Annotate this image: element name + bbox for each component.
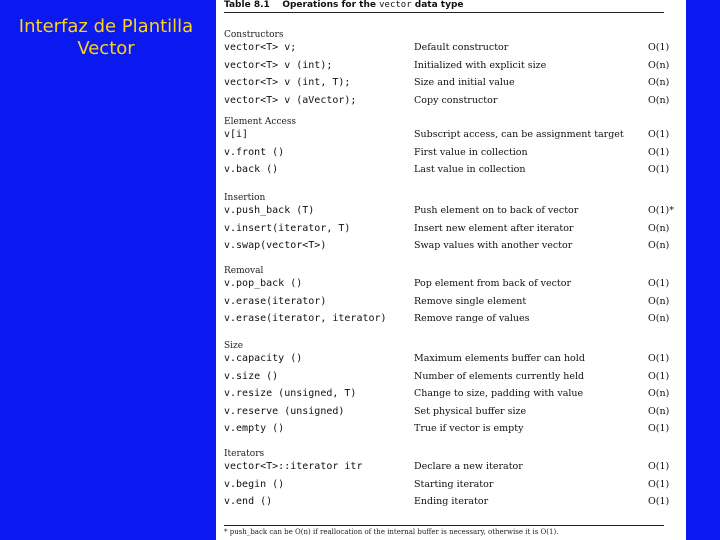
- operation-cell: v.begin (): [224, 478, 285, 490]
- footnote-divider: [224, 525, 664, 526]
- table-row: [224, 205, 674, 221]
- table-row: [224, 240, 674, 256]
- description-cell: Set physical buffer size: [414, 405, 527, 417]
- section-heading: Iterators: [224, 449, 265, 459]
- section-heading: Removal: [224, 266, 264, 276]
- table-caption: [224, 0, 664, 13]
- complexity-cell: O(1)*: [648, 205, 674, 216]
- description-cell: Copy constructor: [414, 94, 498, 106]
- description-cell: Maximum elements buffer can hold: [414, 353, 585, 364]
- table-row: [224, 164, 674, 180]
- table-row: [224, 42, 674, 58]
- complexity-cell: O(1): [648, 496, 670, 507]
- table-row: [224, 60, 674, 76]
- description-cell: Ending iterator: [414, 496, 489, 507]
- table-row: [224, 95, 674, 111]
- slide-title-line-2: Vector: [77, 38, 135, 59]
- table-row: [224, 388, 674, 404]
- operation-cell: v.insert(iterator, T): [224, 222, 351, 234]
- operation-cell: v.pop_back (): [224, 278, 303, 289]
- complexity-cell: O(1): [648, 370, 670, 382]
- table-footnote: * push_back can be O(n) if reallocation of the internal buffer is necessary, otherwise it is O(1).: [224, 528, 559, 536]
- description-cell: Push element on to back of vector: [414, 205, 579, 216]
- description-cell: First value in collection: [414, 146, 528, 158]
- complexity-cell: O(1): [648, 423, 670, 434]
- complexity-cell: O(1): [648, 478, 670, 490]
- table-row: [224, 313, 674, 329]
- description-cell: Starting iterator: [414, 478, 494, 490]
- operation-cell: v.erase(iterator): [224, 295, 327, 307]
- complexity-cell: O(n): [648, 313, 670, 324]
- description-cell: Subscript access, can be assignment target: [414, 129, 624, 140]
- complexity-cell: O(1): [648, 461, 670, 472]
- complexity-cell: O(1): [648, 278, 670, 289]
- slide-title-line-1: Interfaz de Plantilla: [18, 16, 194, 37]
- section-heading: Constructors: [224, 30, 284, 40]
- operation-cell: v.reserve (unsigned): [224, 405, 345, 417]
- table-row: [224, 353, 674, 369]
- table-row: [224, 371, 674, 387]
- operation-cell: v.end (): [224, 496, 273, 507]
- table-row: [224, 77, 674, 93]
- slide-title: [8, 16, 204, 60]
- operation-cell: v.resize (unsigned, T): [224, 388, 357, 399]
- operation-cell: v.capacity (): [224, 353, 303, 364]
- operation-cell: vector<T> v (int);: [224, 59, 333, 71]
- description-cell: Remove range of values: [414, 313, 530, 324]
- description-cell: Remove single element: [414, 295, 527, 307]
- table-caption-pre: Operations for the: [282, 0, 376, 10]
- operation-cell: v.push_back (T): [224, 205, 315, 216]
- operation-cell: vector<T> v (aVector);: [224, 94, 357, 106]
- table-label: Table 8.1: [224, 0, 270, 10]
- complexity-cell: O(n): [648, 405, 670, 417]
- description-cell: Swap values with another vector: [414, 240, 573, 251]
- description-cell: Number of elements currently held: [414, 370, 585, 382]
- table-row: [224, 423, 674, 439]
- complexity-cell: O(n): [648, 240, 670, 251]
- complexity-cell: O(n): [648, 222, 670, 234]
- scanned-table-image: [216, 0, 680, 540]
- complexity-cell: O(1): [648, 164, 670, 175]
- complexity-cell: O(n): [648, 388, 670, 399]
- table-row: [224, 223, 674, 239]
- description-cell: Declare a new iterator: [414, 461, 523, 472]
- operation-cell: vector<T> v (int, T);: [224, 77, 351, 88]
- table-row: [224, 496, 674, 512]
- section-heading: Element Access: [224, 117, 297, 127]
- complexity-cell: O(1): [648, 129, 670, 140]
- complexity-cell: O(1): [648, 353, 670, 364]
- complexity-cell: O(n): [648, 94, 670, 106]
- complexity-cell: O(n): [648, 77, 670, 88]
- section-heading: Insertion: [224, 193, 266, 203]
- operation-cell: vector<T> v;: [224, 42, 297, 53]
- description-cell: Size and initial value: [414, 77, 515, 88]
- complexity-cell: O(1): [648, 146, 670, 158]
- table-row: [224, 147, 674, 163]
- table-row: [224, 479, 674, 495]
- description-cell: Default constructor: [414, 42, 509, 53]
- complexity-cell: O(n): [648, 295, 670, 307]
- scan-edge: [680, 0, 686, 540]
- operation-cell: v.empty (): [224, 423, 285, 434]
- table-row: [224, 296, 674, 312]
- operation-cell: v.back (): [224, 164, 279, 175]
- table-row: [224, 461, 674, 477]
- description-cell: Change to size, padding with value: [414, 388, 584, 399]
- description-cell: Insert new element after iterator: [414, 222, 574, 234]
- complexity-cell: O(n): [648, 59, 670, 71]
- operation-cell: v.front (): [224, 146, 285, 158]
- complexity-cell: O(1): [648, 42, 670, 53]
- operation-cell: v[i]: [224, 129, 249, 140]
- operation-cell: v.erase(iterator, iterator): [224, 313, 387, 324]
- table-row: [224, 406, 674, 422]
- section-heading: Size: [224, 341, 244, 351]
- description-cell: Initialized with explicit size: [414, 59, 547, 71]
- table-caption-post: data type: [414, 0, 464, 10]
- table-row: [224, 129, 674, 145]
- description-cell: Pop element from back of vector: [414, 278, 571, 289]
- description-cell: Last value in collection: [414, 164, 526, 175]
- description-cell: True if vector is empty: [414, 423, 524, 434]
- operation-cell: vector<T>::iterator itr: [224, 461, 363, 472]
- table-caption-code: vector: [379, 0, 412, 10]
- operation-cell: v.swap(vector<T>): [224, 240, 327, 251]
- table-row: [224, 278, 674, 294]
- operation-cell: v.size (): [224, 370, 279, 382]
